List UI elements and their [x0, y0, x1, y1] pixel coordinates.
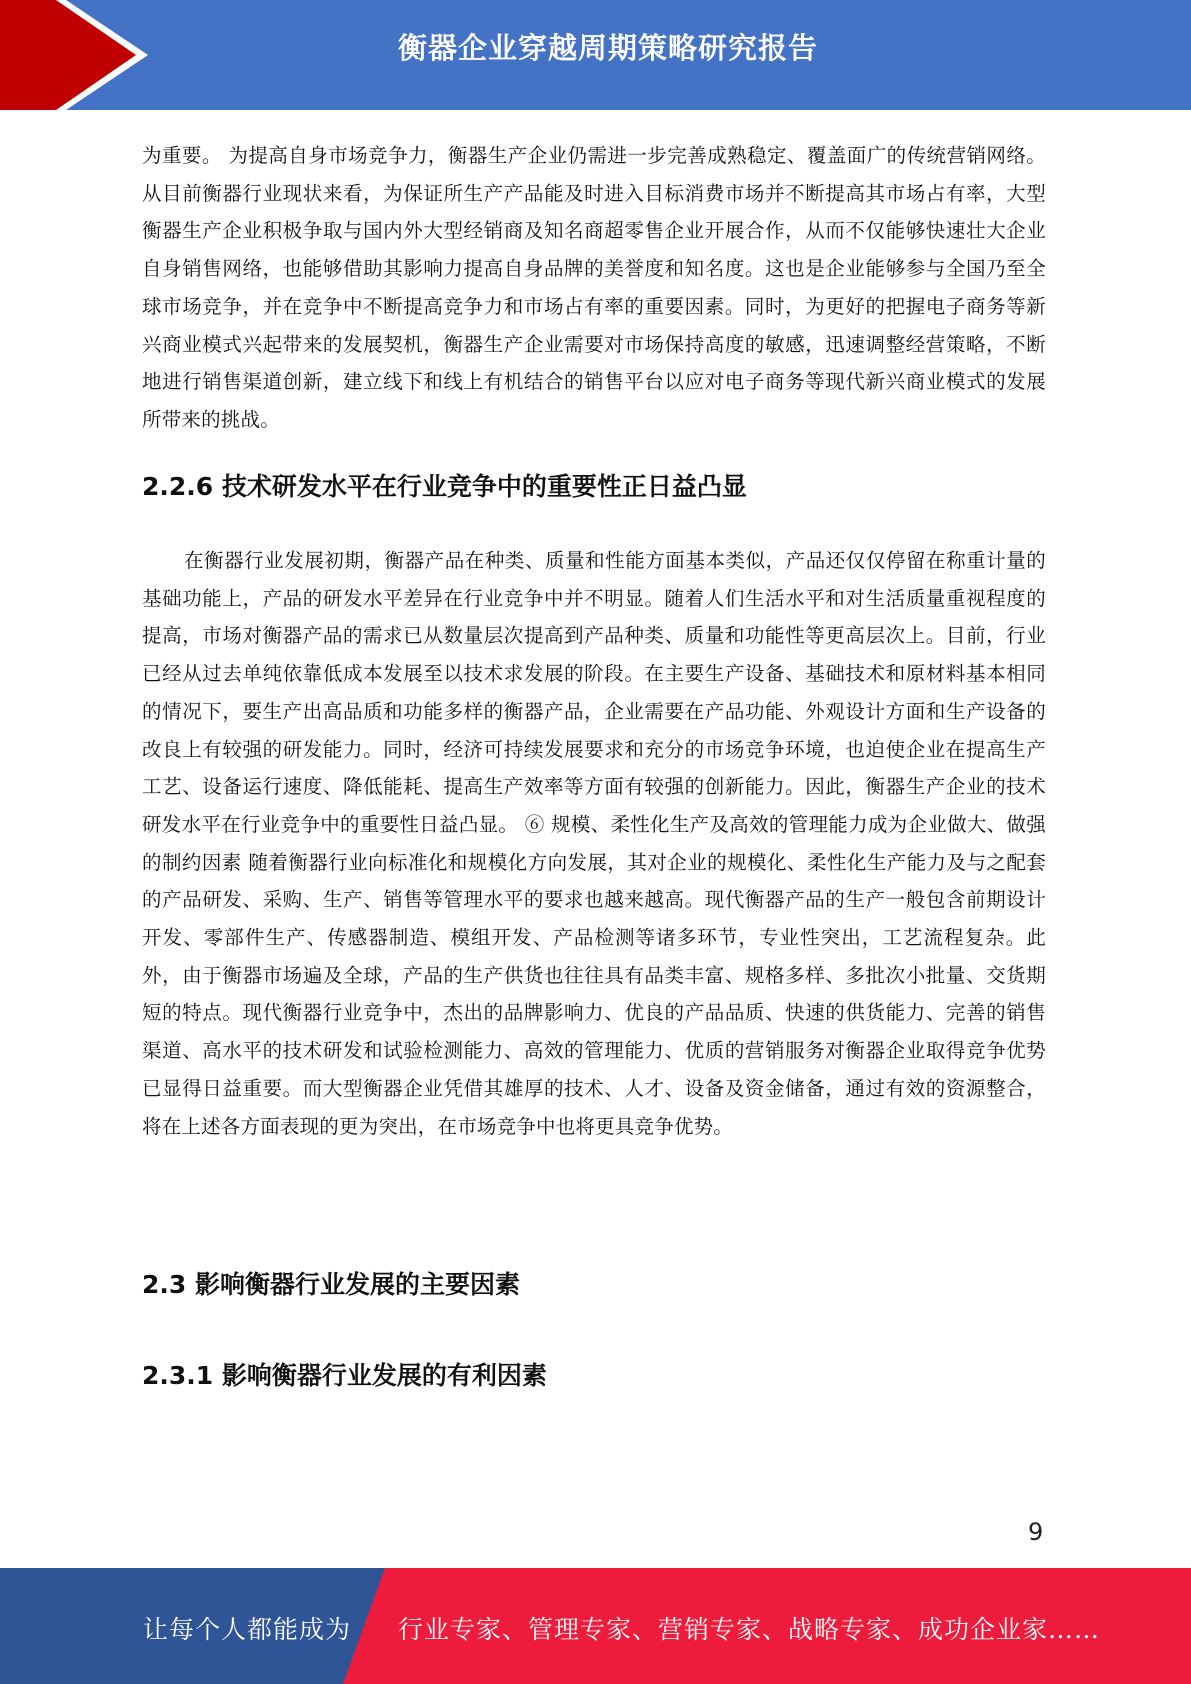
main-content-2 [142, 542, 1046, 1145]
footer-band [0, 1568, 1191, 1684]
main-content [142, 137, 1046, 439]
report-title: 衡器企业穿越周期策略研究报告 [397, 31, 818, 65]
footer-slogan-right: 行业专家、管理专家、营销专家、战略专家、成功企业家…… [398, 1615, 1101, 1644]
paragraph-rd-level: 在衡器行业发展初期，衡器产品在种类、质量和性能方面基本类似，产品还仅仅停留在称重计量的基础功能上，产品的研发水平差异在行业竞争中并不明显。随着人们生活水平和对生活质量重视程度的提高，市场对衡器产品的需求已从数量层次提高到产品种类、质量和功能性等更高层次上。目前，行业已经从过去单纯依靠低成本发展至以技术求发展的阶段。在主要生产设备、基础技术和原材料基本相同的情况下，要生产出高品质和功能多样的衡器产品，企业需要在产品功能、外观设计方面和生产设备的改良上有较强的研发能力。同时，经济可持续发展要求和充分的市场竞争环境，也迫使企业在提高生产工艺、设备运行速度、降低能耗、提高生产效率等方面有较强的创新能力。因此，衡器生产企业的技术研发水平在行业竞争中的重要性日益凸显。 ⑥ 规模、柔性化生产及高效的管理能力成为企业做大、做强的制约因素 随着衡器行业向标准化和规模化方向发展，其对企业的规模化、柔性化生产能力及与之配套的产品研发、采购、生产、销售等管理水平的要求也越来越高。现代衡器产品的生产一般包含前期设计开发、零部件生产、传感器制造、模组开发、产品检测等诸多环节，专业性突出，工艺流程复杂。此外，由于衡器市场遍及全球，产品的生产供货也往往具有品类丰富、规格多样、多批次小批量、交货期短的特点。现代衡器行业竞争中，杰出的品牌影响力、优良的产品品质、快速的供货能力、完善的销售渠道、高水平的技术研发和试验检测能力、高效的管理能力、优质的营销服务对衡器企业取得竞争优势已显得日益重要。而大型衡器企业凭借其雄厚的技术、人才、设备及资金储备，通过有效的资源整合，将在上述各方面表现的更为突出，在市场竞争中也将更具竞争优势。 [142, 549, 1046, 1138]
header-band [0, 0, 1191, 110]
heading-2-3: 2.3 影响衡器行业发展的主要因素 [142, 1270, 520, 1299]
heading-2-2-6: 2.2.6 技术研发水平在行业竞争中的重要性正日益凸显 [142, 472, 747, 501]
footer-slogan-left: 让每个人都能成为 [143, 1615, 352, 1644]
heading-2-3-1: 2.3.1 影响衡器行业发展的有利因素 [142, 1361, 547, 1390]
page-number: 9 [1028, 1518, 1044, 1546]
paragraph-marketing: 为重要。 为提高自身市场竞争力，衡器生产企业仍需进一步完善成熟稳定、覆盖面广的传统营销网络。从目前衡器行业现状来看，为保证所生产产品能及时进入目标消费市场并不断提高其市场占有率，大型衡器生产企业积极争取与国内外大型经销商及知名商超零售企业开展合作，从而不仅能够快速壮大企业自身销售网络，也能够借助其影响力提高自身品牌的美誉度和知名度。这也是企业能够参与全国乃至全球市场竞争，并在竞争中不断提高竞争力和市场占有率的重要因素。同时，为更好的把握电子商务等新兴商业模式兴起带来的发展契机，衡器生产企业需要对市场保持高度的敏感，迅速调整经营策略，不断地进行销售渠道创新，建立线下和线上有机结合的销售平台以应对电子商务等现代新兴商业模式的发展所带来的挑战。 [142, 144, 1046, 431]
